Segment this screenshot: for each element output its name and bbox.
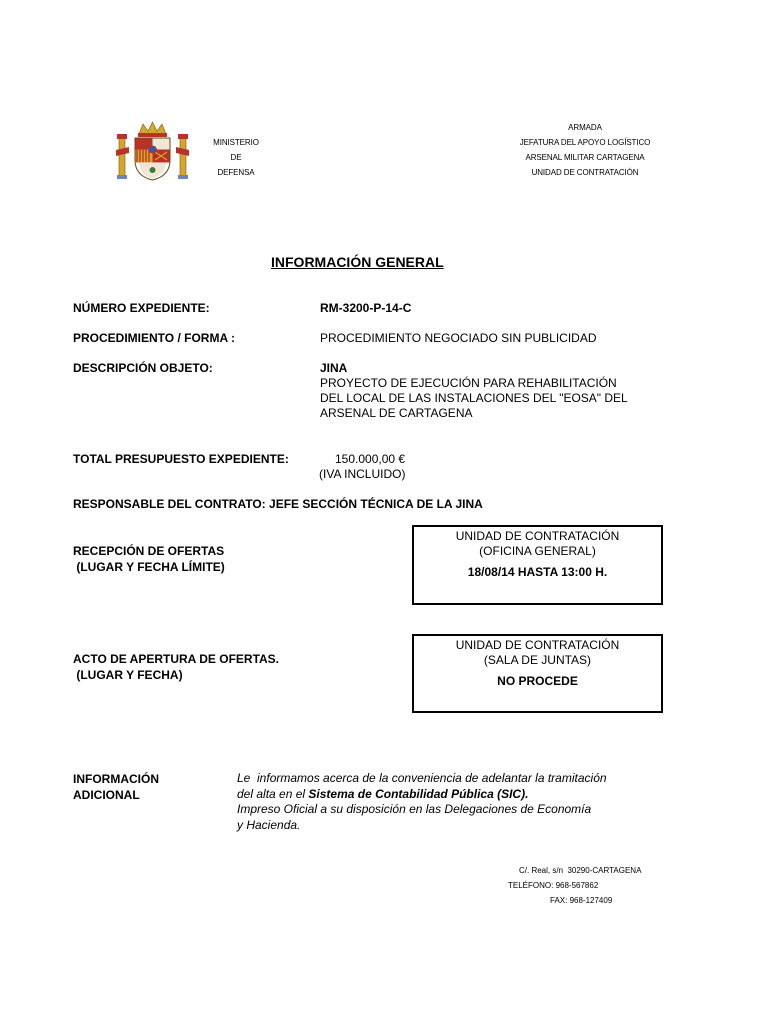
info-line	[237, 787, 657, 803]
recepcion-label-line: RECEPCIÓN DE OFERTAS	[73, 544, 225, 558]
org-line: ARMADA	[568, 123, 602, 132]
info-label-line: ADICIONAL	[73, 788, 140, 802]
org-line: JEFATURA DEL APOYO LOGÍSTICO	[519, 138, 651, 147]
total-presupuesto-label: TOTAL PRESUPUESTO EXPEDIENTE:	[73, 452, 289, 466]
recepcion-box-line: UNIDAD DE CONTRATACIÓN	[455, 529, 620, 543]
total-presupuesto-note: (IVA INCLUIDO)	[319, 467, 406, 481]
ministry-name	[191, 135, 281, 180]
info-line: y Hacienda.	[237, 817, 301, 832]
procedimiento-value: PROCEDIMIENTO NEGOCIADO SIN PUBLICIDAD	[320, 331, 597, 345]
numero-expediente-value: RM-3200-P-14-C	[320, 301, 412, 315]
recepcion-box-line: (OFICINA GENERAL)	[479, 544, 596, 558]
numero-expediente-label: NÚMERO EXPEDIENTE:	[73, 301, 210, 315]
apertura-status: NO PROCEDE	[497, 674, 578, 688]
page-title: INFORMACIÓN GENERAL	[271, 254, 444, 270]
info-text	[237, 771, 657, 833]
info-line-text: del alta en el	[237, 786, 309, 801]
apertura-box-line: (SALA DE JUNTAS)	[483, 653, 592, 667]
ministry-line: MINISTERIO	[213, 138, 259, 147]
ministry-line: DEFENSA	[217, 168, 255, 177]
descripcion-line: JINA	[320, 361, 348, 375]
footer-fax: FAX: 968-127409	[550, 896, 613, 905]
organization-block	[485, 120, 685, 180]
coat-of-arms-icon	[115, 120, 190, 182]
apertura-label-line: ACTO DE APERTURA DE OFERTAS.	[73, 652, 280, 666]
recepcion-box	[412, 525, 663, 605]
total-presupuesto-value: 150.000,00 €	[335, 452, 406, 466]
org-line: ARSENAL MILITAR CARTAGENA	[525, 153, 645, 162]
info-label-line: INFORMACIÓN	[73, 772, 159, 786]
apertura-box-line: UNIDAD DE CONTRATACIÓN	[455, 638, 620, 652]
apertura-box	[412, 634, 663, 713]
ministry-line: DE	[230, 153, 242, 162]
recepcion-label	[73, 543, 225, 575]
descripcion-label: DESCRIPCIÓN OBJETO:	[73, 361, 213, 375]
descripcion-line: DEL LOCAL DE LAS INSTALACIONES DEL "EOSA" DEL	[320, 391, 628, 405]
descripcion-line: ARSENAL DE CARTAGENA	[320, 406, 473, 420]
info-line: Le informamos acerca de la conveniencia de adelantar la tramitación	[237, 771, 607, 785]
procedimiento-label: PROCEDIMIENTO / FORMA :	[73, 331, 235, 345]
footer-address: C/. Real, s/n 30290-CARTAGENA	[519, 866, 642, 875]
recepcion-label-line: (LUGAR Y FECHA LÍMITE)	[73, 560, 225, 574]
info-line: Impreso Oficial a su disposición en las Delegaciones de Economía	[237, 802, 592, 816]
recepcion-date: 18/08/14 HASTA 13:00 H.	[467, 565, 608, 579]
sic-highlight: Sistema de Contabilidad Pública (SIC).	[308, 786, 529, 801]
responsable-contrato: RESPONSABLE DEL CONTRATO: JEFE SECCIÓN TÉCNICA DE LA JINA	[73, 497, 483, 511]
descripcion-line: PROYECTO DE EJECUCIÓN PARA REHABILITACIÓN	[320, 376, 617, 390]
descripcion-value	[320, 361, 628, 421]
info-label	[73, 771, 159, 803]
footer-phone: TELÉFONO: 968-567862	[508, 881, 599, 890]
org-line: UNIDAD DE CONTRATACIÓN	[531, 168, 639, 177]
apertura-label-line: (LUGAR Y FECHA)	[73, 668, 183, 682]
apertura-label	[73, 651, 279, 683]
